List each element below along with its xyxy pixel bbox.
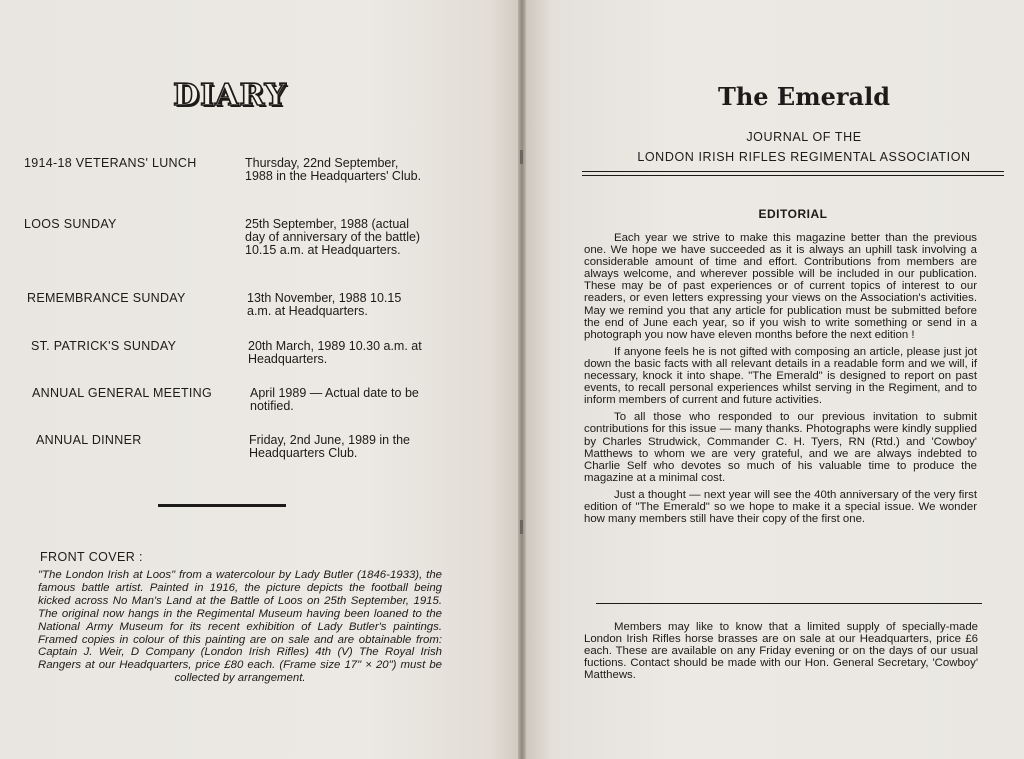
event-detail: April 1989 — Actual date to be notified. xyxy=(250,386,419,413)
staple xyxy=(520,520,523,534)
front-cover-description: "The London Irish at Loos" from a watercolour by Lady Butler (1846-1933), the famous battle artist. Painted in 1916, the picture depicts the football being kicked across No Man's Land at the Battle of Loos on 25th September, 1915. The original now hangs in the Regimental Museum having been loaned to the National Army Museum for its recent exhibition of Lady Butler's paintings. Framed copies in colour of this painting are on sale and are obtainable from: Captain J. Weir, D Company (London Irish Rifles) 4th (V) The Royal Irish Rangers at our Headquarters, price £80 each. (Frame size 17" × 20") must be collected by arrangement. xyxy=(38,569,442,685)
event-name: ST. PATRICK'S SUNDAY xyxy=(31,339,177,353)
event-detail: 20th March, 1989 10.30 a.m. at Headquarters. xyxy=(248,339,422,366)
journal-title: The Emerald xyxy=(718,82,890,111)
editorial-heading: EDITORIAL xyxy=(758,207,828,221)
event-name: 1914-18 VETERANS' LUNCH xyxy=(24,156,197,170)
booklet-spine xyxy=(518,0,526,759)
section-divider xyxy=(158,504,286,507)
staple xyxy=(520,150,523,164)
event-name: ANNUAL GENERAL MEETING xyxy=(32,386,213,400)
event-detail: 13th November, 1988 10.15 a.m. at Headquarters. xyxy=(247,291,402,318)
editorial-paragraph: Each year we strive to make this magazine better than the previous one. We hope we have succeeded as it is always an uphill task involving a considerable amount of time and effort. Contributions from members are always welcome, and wherever possible will be included in our publication. These may be of past experiences or of current topics of interest to our readers, or even letters expressing your views on the Association's activities. May we remind you that any article for publication must be submitted before the end of June each year, so if you wish to write something or send in a photograph you now have eleven months before the next edition ! xyxy=(584,232,977,341)
right-page xyxy=(522,0,1024,759)
journal-subtitle: JOURNAL OF THE xyxy=(746,130,862,144)
event-detail: 25th September, 1988 (actual day of anniversary of the battle) 10.15 a.m. at Headquarters. xyxy=(245,217,421,257)
diary-title: DIARY xyxy=(173,78,287,113)
front-cover-heading: FRONT COVER : xyxy=(40,550,143,564)
notice-rule xyxy=(596,603,982,604)
horse-brasses-notice: Members may like to know that a limited supply of specially-made London Irish Rifles horse brasses are on sale at our Headquarters, price £6 each. These are available on any Friday evening or on the days of our usual fuctions. Contact should be made with our Hon. General Secretary, 'Cowboy' Matthews. xyxy=(584,621,978,682)
editorial-paragraph: To all those who responded to our previous invitation to submit contributions for this issue — many thanks. Photographs were kindly supplied by Charles Strudwick, Commander C. H. Tyers, RN (Rtd.) and 'Cowboy' Matthews to whom we are very grateful, and we are always indebted to Charlie Self who devotes so much of his valuable time to produce the magazine at a minimal cost. xyxy=(584,411,977,484)
event-name: ANNUAL DINNER xyxy=(36,433,142,447)
editorial-paragraph: Just a thought — next year will see the 40th anniversary of the very first edition of "The Emerald" so we hope to make it a special issue. We wonder how many members still have their copy of the first one. xyxy=(584,488,977,526)
editorial-body xyxy=(584,232,977,530)
event-name: REMEMBRANCE SUNDAY xyxy=(27,291,186,305)
event-name: LOOS SUNDAY xyxy=(24,217,117,231)
association-name: LONDON IRISH RIFLES REGIMENTAL ASSOCIATION xyxy=(637,150,971,164)
editorial-paragraph: If anyone feels he is not gifted with composing an article, please just jot down the basic facts with all relevant details in a readable form and we will, if necessary, knock it into shape. "The Emerald" is designed to report on past events, to recall personal experiences whilst serving in the Regiment, and to inform members of current and future activities. xyxy=(584,345,977,407)
event-detail: Friday, 2nd June, 1989 in the Headquarters Club. xyxy=(249,433,410,460)
event-detail: Thursday, 22nd September, 1988 in the Headquarters' Club. xyxy=(245,156,422,183)
double-rule xyxy=(582,171,1004,176)
